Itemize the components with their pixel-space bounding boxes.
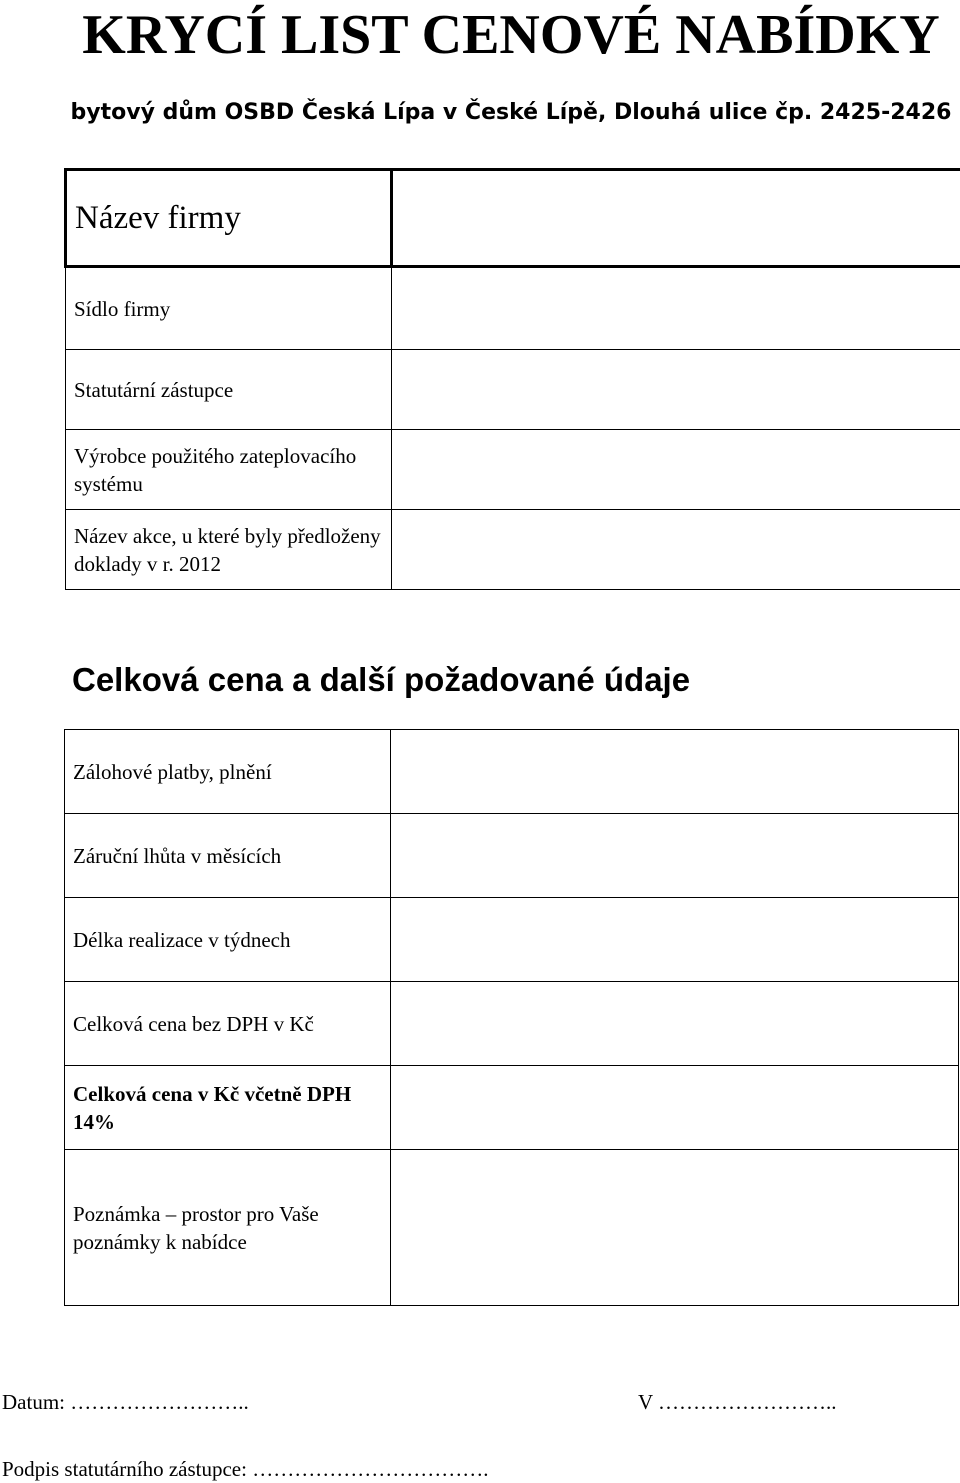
realization-length-field[interactable]: [391, 898, 959, 982]
firm-seat-label: Sídlo firmy: [66, 267, 392, 350]
price-with-vat-field[interactable]: [391, 1066, 959, 1150]
warranty-period-label: Záruční lhůta v měsících: [65, 814, 391, 898]
warranty-period-field[interactable]: [391, 814, 959, 898]
signature-line: Podpis statutárního zástupce: …………………………….: [2, 1455, 488, 1483]
place-line: V ……………………..: [638, 1388, 837, 1416]
statutory-representative-field[interactable]: [392, 350, 960, 430]
table-row: [66, 267, 960, 350]
price-without-vat-field[interactable]: [391, 982, 959, 1066]
table-row: [65, 982, 959, 1066]
price-details-table: [64, 729, 959, 1306]
table-row: [65, 898, 959, 982]
table-row: [65, 1066, 959, 1150]
insulation-manufacturer-label: Výrobce použitého zateplovacího systému: [66, 430, 392, 510]
price-section-heading: Celková cena a další požadované údaje: [72, 657, 690, 703]
table-row: [66, 430, 960, 510]
firm-info-table: [64, 168, 960, 590]
firm-name-label: Název firmy: [66, 170, 392, 267]
document-subtitle: bytový dům OSBD Česká Lípa v České Lípě, Dlouhá ulice čp. 2425-2426: [0, 97, 960, 129]
realization-length-label: Délka realizace v týdnech: [65, 898, 391, 982]
reference-project-label: Název akce, u které byly předloženy doklady v r. 2012: [66, 510, 392, 590]
insulation-manufacturer-field[interactable]: [392, 430, 960, 510]
document-title: KRYCÍ LIST CENOVÉ NABÍDKY: [0, 2, 960, 68]
offer-notes-label: Poznámka – prostor pro Vaše poznámky k nabídce: [65, 1150, 391, 1306]
reference-project-field[interactable]: [392, 510, 960, 590]
advance-payments-label: Zálohové platby, plnění: [65, 730, 391, 814]
price-without-vat-label: Celková cena bez DPH v Kč: [65, 982, 391, 1066]
table-row: [65, 730, 959, 814]
firm-seat-field[interactable]: [392, 267, 960, 350]
statutory-representative-label: Statutární zástupce: [66, 350, 392, 430]
table-row: [66, 510, 960, 590]
firm-name-field[interactable]: [392, 170, 960, 267]
table-row: [66, 170, 960, 267]
table-row: [65, 1150, 959, 1306]
offer-notes-field[interactable]: [391, 1150, 959, 1306]
table-row: [65, 814, 959, 898]
date-line: Datum: ……………………..: [2, 1388, 249, 1416]
table-row: [66, 350, 960, 430]
price-with-vat-label: Celková cena v Kč včetně DPH 14%: [65, 1066, 391, 1150]
advance-payments-field[interactable]: [391, 730, 959, 814]
